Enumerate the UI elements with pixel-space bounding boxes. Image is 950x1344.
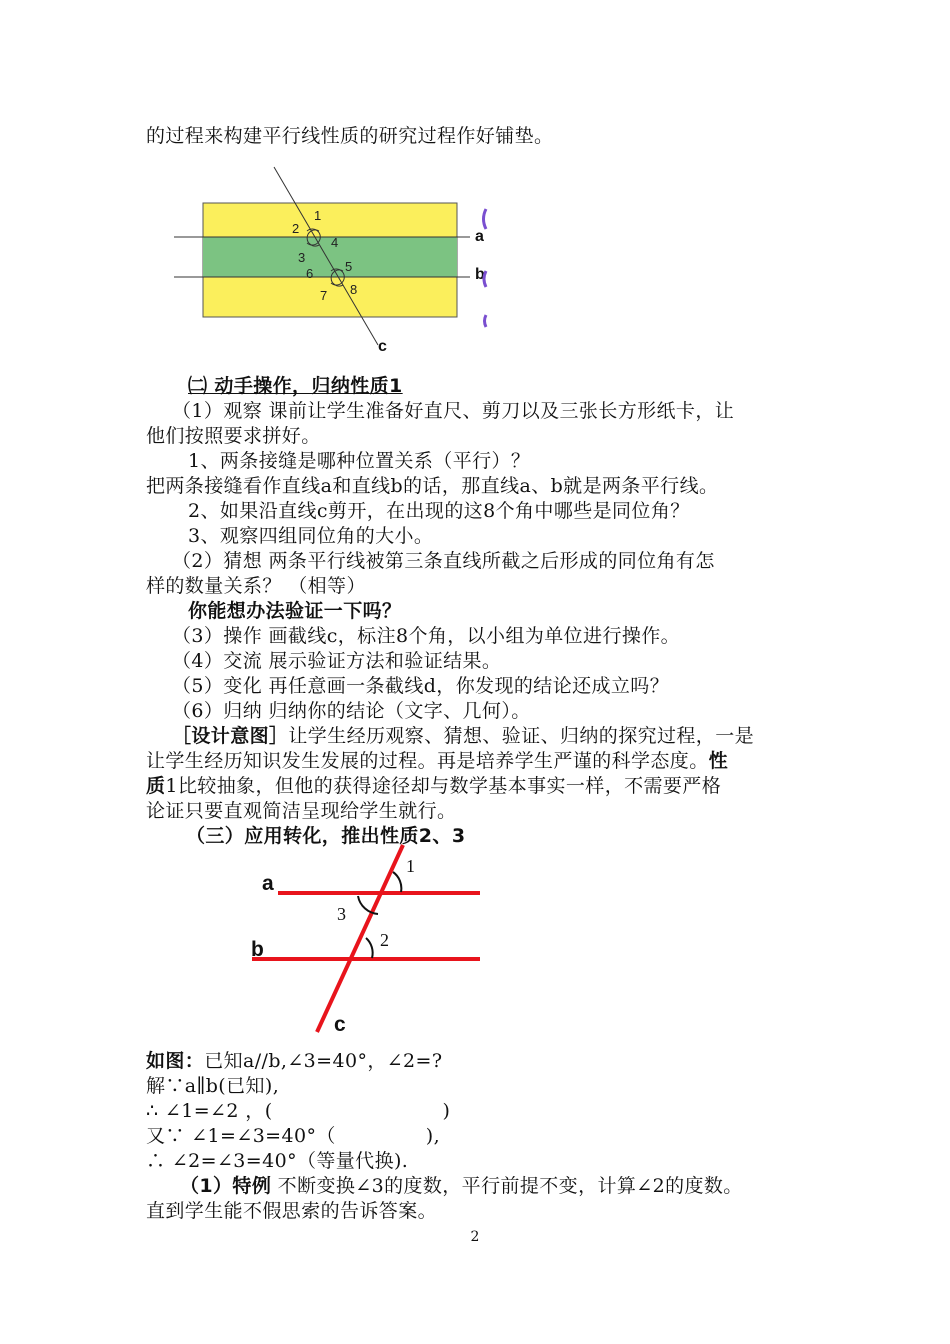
design-intent-text-2: 让学生经历知识发生发展的过程。再是培养学生严谨的科学态度。 xyxy=(146,750,709,772)
solution-line-3-close: ), xyxy=(425,1125,441,1147)
guess-line-2: 样的数量关系？ （相等） xyxy=(146,575,366,597)
step-change: （5）变化 再任意画一条截线d，你发现的结论还成立吗？ xyxy=(172,675,670,697)
design-intent-bold-1: 性 xyxy=(708,750,729,772)
special-case-label: （1）特例 xyxy=(180,1175,272,1197)
example-text: 已知a//b,∠3=40°，∠2=? xyxy=(204,1050,443,1072)
angle-label-3: 3 xyxy=(298,250,306,265)
design-intent-line-2 xyxy=(146,748,728,774)
verify-prompt: 你能想办法验证一下吗？ xyxy=(188,600,402,622)
section2-heading: ㈡ 动手操作，归纳性质1 xyxy=(188,375,403,397)
step-conclude: （6）归纳 归纳你的结论（文字、几何）。 xyxy=(172,700,531,722)
solution-line-4: ∴ ∠2=∠3=40°（等量代换). xyxy=(146,1150,409,1172)
solution-line-1: 解∵a∥b(已知), xyxy=(146,1075,280,1097)
guess-line-1: （2）猜想 两条平行线被第三条直线所截之后形成的同位角有怎 xyxy=(172,550,715,572)
angle-label-2: 2 xyxy=(292,221,300,236)
angle-label-4: 4 xyxy=(331,235,339,250)
angle-label-5: 5 xyxy=(345,259,353,274)
line-label-b: b xyxy=(475,266,485,283)
special-case-line-1 xyxy=(180,1173,743,1199)
question-2: 2、如果沿直线c剪开，在出现的这8个角中哪些是同位角？ xyxy=(188,500,690,522)
observe-line-1: （1）观察 课前让学生准备好直尺、剪刀以及三张长方形纸卡，让 xyxy=(172,400,735,422)
angle-label-7: 7 xyxy=(320,288,328,303)
purple-bracket-bottom xyxy=(485,315,487,327)
angle-label-8: 8 xyxy=(350,282,358,297)
solution-line-3 xyxy=(146,1123,440,1149)
question-1-cont: 把两条接缝看作直线a和直线b的话，那直线a、b就是两条平行线。 xyxy=(146,475,719,497)
figure-parallel-strips xyxy=(170,165,500,355)
special-case-line-2: 直到学生能不假思索的告诉答案。 xyxy=(146,1200,438,1222)
angle-label-3: 3 xyxy=(337,904,346,924)
angle-label-1: 1 xyxy=(314,208,322,223)
red-line-c xyxy=(317,845,403,1032)
solution-line-2-text: ∴ ∠1=∠2 ，( xyxy=(146,1100,273,1122)
page-number: 2 xyxy=(470,1229,480,1245)
example-label: 如图： xyxy=(146,1050,205,1072)
step-exchange: （4）交流 展示验证方法和验证结果。 xyxy=(172,650,502,672)
special-case-text-1: 不断变换∠3的度数，平行前提不变，计算∠2的度数。 xyxy=(271,1175,743,1197)
design-intent-line-1 xyxy=(172,723,754,749)
example-problem xyxy=(146,1048,442,1074)
design-intent-label: ［设计意图］ xyxy=(172,725,289,747)
line-label-c: c xyxy=(334,1013,346,1035)
design-intent-text-3: 1比较抽象，但他的获得途径却与数学基本事实一样，不需要严格 xyxy=(165,775,722,797)
line-label-b: b xyxy=(251,938,264,961)
section3-heading: （三）应用转化，推出性质2、3 xyxy=(186,825,466,847)
step-operate: （3）操作 画截线c，标注8个角，以小组为单位进行操作。 xyxy=(172,625,681,647)
angle-label-1: 1 xyxy=(406,856,415,876)
angle-label-6: 6 xyxy=(306,266,314,281)
design-intent-bold-2: 质 xyxy=(146,775,166,797)
solution-line-3-text: 又∵ ∠1=∠3=40°（ xyxy=(146,1125,336,1147)
solution-line-2 xyxy=(146,1098,450,1124)
solution-line-2-close: ) xyxy=(442,1100,451,1122)
purple-bracket-mid xyxy=(484,271,486,287)
design-intent-line-3 xyxy=(146,773,721,799)
paper-strip-inner xyxy=(203,237,457,277)
arc-angle-1 xyxy=(393,872,401,892)
arc-angle-2 xyxy=(366,938,373,958)
line-label-c: c xyxy=(378,338,387,355)
observe-line-2: 他们按照要求拼好。 xyxy=(146,425,321,447)
purple-bracket-top xyxy=(484,209,487,229)
design-intent-text-1: 让学生经历观察、猜想、验证、归纳的探究过程，一是 xyxy=(288,725,755,747)
line-label-a: a xyxy=(475,228,484,245)
question-1: 1、两条接缝是哪种位置关系（平行）？ xyxy=(188,450,531,472)
angle-label-2: 2 xyxy=(380,930,389,950)
question-3: 3、观察四组同位角的大小。 xyxy=(188,525,434,547)
design-intent-line-4: 论证只要直观简洁呈现给学生就行。 xyxy=(146,800,457,822)
line-label-a: a xyxy=(262,872,274,895)
figure-parallel-angles xyxy=(250,840,490,1035)
intro-line: 的过程来构建平行线性质的研究过程作好铺垫。 xyxy=(146,125,554,147)
